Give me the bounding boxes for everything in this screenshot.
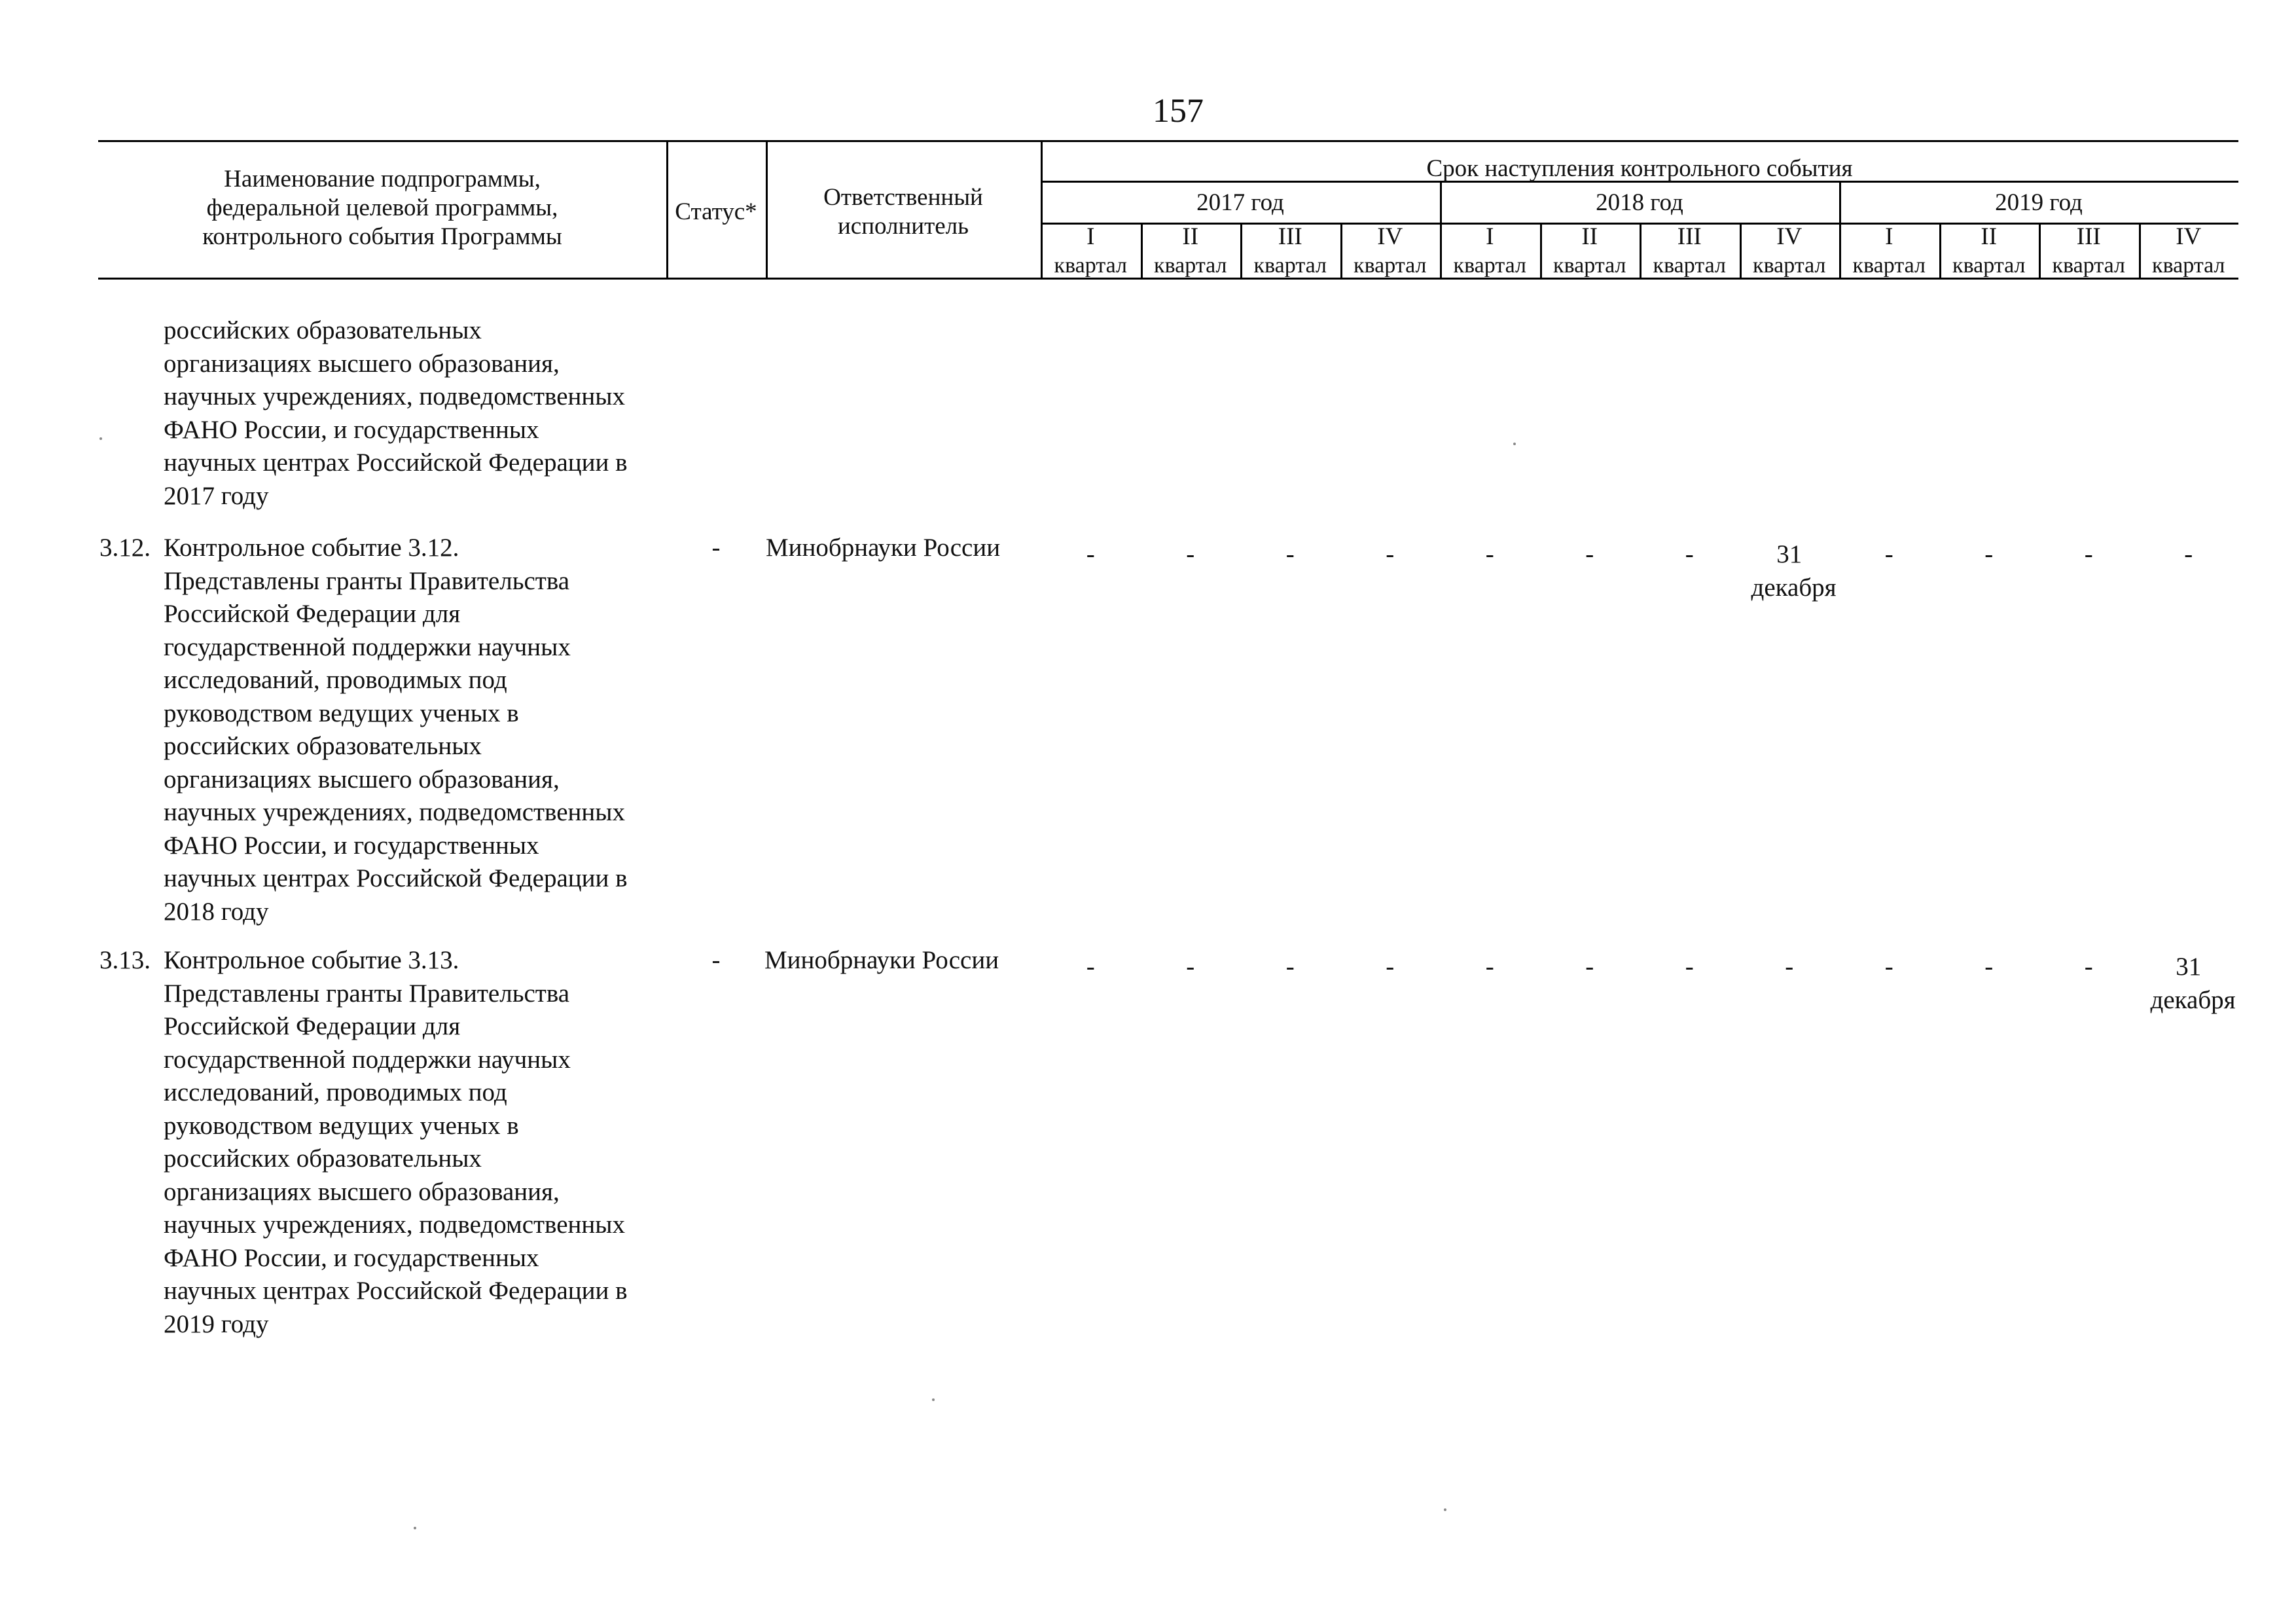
quarter-numeral: II xyxy=(1981,223,1998,250)
quarter-word: квартал xyxy=(1753,253,1826,278)
row-name-cell: Контрольное событие 3.13. Представлены гранты Правительства Российской Федерации для государственной поддержки научных исследований, проводимых под руководством ведущих ученых в российских образовательных организациях высшего образования, научных учреждениях, подведомственных ФАНО России, и государственных научных центрах Российской Федерации в 2019 году xyxy=(164,946,628,1338)
name-column-header: Наименование подпрограммы, федеральной целевой программы, контрольного события Программы xyxy=(202,166,562,250)
quarter-header xyxy=(1440,223,1540,280)
quarter-value: - xyxy=(1485,540,1494,568)
quarter-header xyxy=(1340,223,1441,280)
quarter-header xyxy=(1041,223,1141,280)
quarter-value: - xyxy=(1785,953,1794,981)
quarter-header xyxy=(1740,223,1840,280)
quarter-word: квартал xyxy=(2052,253,2125,278)
quarter-word: квартал xyxy=(1054,253,1127,278)
quarter-value: - xyxy=(1884,540,1893,568)
quarter-word: квартал xyxy=(1553,253,1626,278)
row-number: 3.12. xyxy=(99,534,151,562)
quarter-word: квартал xyxy=(1154,253,1227,278)
quarter-value: - xyxy=(1585,953,1594,981)
scan-speck xyxy=(1444,1508,1446,1511)
row-status: - xyxy=(711,946,721,974)
scan-speck xyxy=(1513,443,1516,445)
quarter-numeral: III xyxy=(2076,223,2101,250)
quarter-value: - xyxy=(1086,540,1095,568)
quarter-header xyxy=(2039,223,2139,280)
quarter-value: - xyxy=(1485,953,1494,981)
quarter-numeral: III xyxy=(1278,223,1302,250)
quarter-header xyxy=(1141,223,1241,280)
quarter-value: - xyxy=(1186,953,1195,981)
quarter-value: - xyxy=(1984,540,1994,568)
quarter-header xyxy=(1939,223,2039,280)
quarter-value: - xyxy=(2084,953,2093,981)
quarter-value: - xyxy=(1386,953,1395,981)
quarter-value: 31 декабря xyxy=(2150,953,2236,1014)
quarter-value: - xyxy=(1585,540,1594,568)
header-top-border xyxy=(98,140,2238,142)
quarter-header xyxy=(1640,223,1740,280)
executor-column-header: Ответственный исполнитель xyxy=(823,184,983,240)
row-number: 3.13. xyxy=(99,946,151,974)
year-label-2019: 2019 год xyxy=(1995,189,2083,216)
quarter-word: квартал xyxy=(2152,253,2225,278)
quarter-header xyxy=(1839,223,1939,280)
quarter-value: 31 декабря xyxy=(1751,540,1837,602)
continuation-cell: российских образовательных организациях высшего образования, научных учреждениях, подведомственных ФАНО России, и государственных научных центрах Российской Федерации в 2017 году xyxy=(164,316,628,510)
scan-speck xyxy=(99,437,102,440)
quarter-value: - xyxy=(1984,953,1994,981)
quarter-numeral: II xyxy=(1581,223,1598,250)
quarter-numeral: IV xyxy=(1377,223,1403,250)
quarter-value: - xyxy=(1685,540,1694,568)
quarter-numeral: III xyxy=(1677,223,1702,250)
status-column-header: Статус* xyxy=(675,198,757,225)
deadline-column-header: Срок наступления контрольного события xyxy=(1426,155,1853,182)
quarter-value: - xyxy=(2184,540,2193,568)
row-status: - xyxy=(711,534,721,562)
row-executor: Минобрнауки России xyxy=(766,534,1001,562)
quarter-header xyxy=(1240,223,1340,280)
quarter-numeral: II xyxy=(1182,223,1199,250)
quarter-word: квартал xyxy=(1453,253,1526,278)
quarter-numeral: I xyxy=(1486,223,1494,250)
quarter-numeral: I xyxy=(1086,223,1095,250)
quarter-value: - xyxy=(1285,953,1295,981)
scan-speck xyxy=(414,1527,416,1529)
quarter-value: - xyxy=(1685,953,1694,981)
page-number: 157 xyxy=(1153,92,1204,130)
quarter-word: квартал xyxy=(1354,253,1427,278)
year-label-2017: 2017 год xyxy=(1196,189,1284,216)
quarter-value: - xyxy=(1884,953,1893,981)
quarter-value: - xyxy=(1086,953,1095,981)
quarter-value: - xyxy=(1285,540,1295,568)
quarter-numeral: IV xyxy=(1776,223,1803,250)
row-executor: Минобрнауки России xyxy=(764,946,999,974)
quarter-header xyxy=(1540,223,1640,280)
scan-speck xyxy=(932,1398,935,1401)
quarter-word: квартал xyxy=(1253,253,1327,278)
year-label-2018: 2018 год xyxy=(1596,189,1683,216)
quarter-word: квартал xyxy=(1852,253,1926,278)
quarter-value: - xyxy=(1386,540,1395,568)
row-name-cell: Контрольное событие 3.12. Представлены гранты Правительства Российской Федерации для государственной поддержки научных исследований, проводимых под руководством ведущих ученых в российских образовательных организациях высшего образования, научных учреждениях, подведомственных ФАНО России, и государственных научных центрах Российской Федерации в 2018 году xyxy=(164,534,628,926)
quarter-word: квартал xyxy=(1952,253,2026,278)
quarter-header xyxy=(2139,223,2239,280)
quarter-value: - xyxy=(2084,540,2093,568)
quarter-word: квартал xyxy=(1653,253,1726,278)
quarter-value: - xyxy=(1186,540,1195,568)
quarter-numeral: I xyxy=(1885,223,1893,250)
quarter-numeral: IV xyxy=(2176,223,2202,250)
